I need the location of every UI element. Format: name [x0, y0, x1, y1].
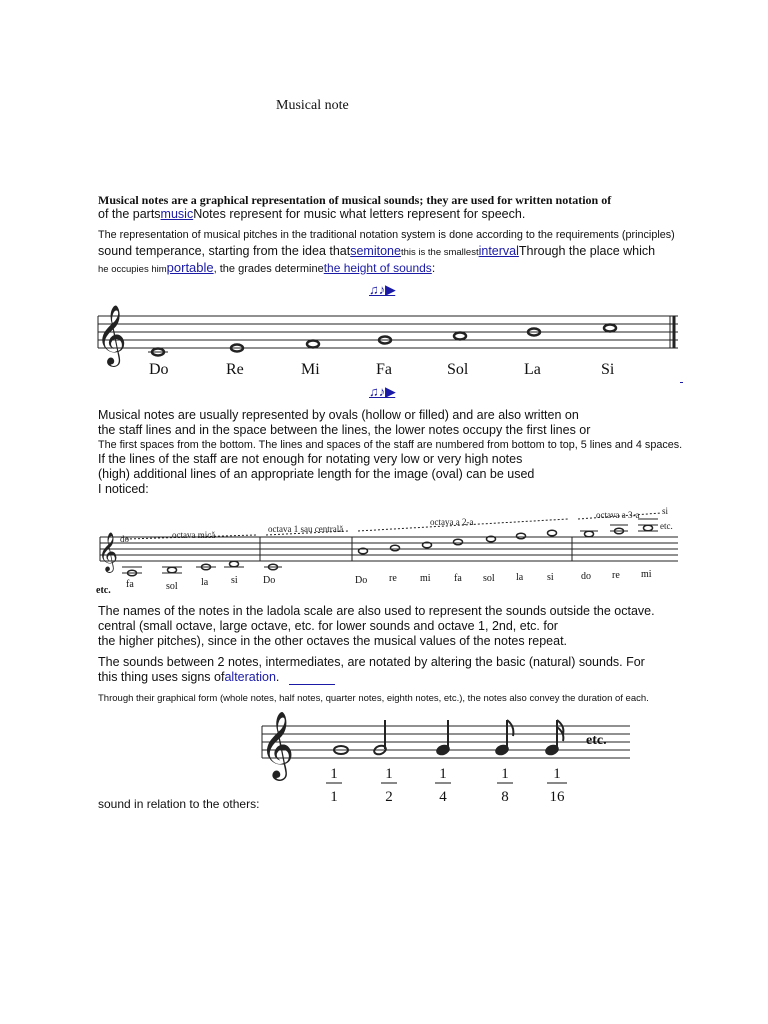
alteration-link[interactable]: alteration [224, 670, 276, 684]
note-mi [307, 341, 319, 348]
frac4-num: 1 [501, 766, 509, 782]
final-line: sound in relation to the others: [98, 797, 260, 811]
treble-clef-icon-2: 𝄞 [98, 534, 119, 571]
staff2-la2: la [516, 572, 524, 583]
staff2-re3: re [612, 570, 620, 581]
staff2-fa2: fa [454, 573, 462, 584]
staff2-do3: do [581, 571, 591, 582]
para2-line3 [98, 259, 435, 277]
staff2-si: si [231, 575, 238, 586]
para5-line2-pre: this thing uses signs of [98, 670, 225, 684]
para1-bold: Musical notes are a graphical representation of musical sounds; they are used for written notation of [98, 193, 612, 207]
octave-label-2: octava a 2-a [430, 517, 474, 527]
staff2-si2: si [547, 572, 554, 583]
staff2-mi3: mi [641, 569, 652, 580]
para3-line5: (high) additional lines of an appropriate length for the image (oval) can be used [98, 467, 535, 481]
page-title: Musical note [276, 98, 349, 113]
semitone-link[interactable]: semitone [350, 244, 401, 258]
note-label-do: Do [149, 361, 169, 378]
octave-label-do: do [120, 534, 129, 544]
staff2-la: la [201, 577, 209, 588]
octave-label-1: octava 1 sau centrală [268, 524, 344, 534]
frac1-den: 1 [330, 789, 338, 805]
octave-label-si: si [662, 506, 669, 516]
para3-line2: the staff lines and in the space between the lines, the lower notes occupy the first lines or [98, 423, 591, 437]
para6-line1: Through their graphical form (whole notes, half notes, quarter notes, eighth notes, etc.), the notes also convey the duration of each. [98, 693, 649, 704]
staff2-sol2: sol [483, 573, 495, 584]
note-si [604, 325, 616, 332]
para3-line3: The first spaces from the bottom. The lines and spaces of the staff are numbered from bottom to top, 5 lines and 4 spaces. [98, 439, 683, 451]
durations-staff-image [258, 706, 638, 806]
octave-label-small: octava mică [172, 530, 216, 540]
note-sol [454, 333, 466, 340]
staff2-mi: mi [420, 573, 431, 584]
para4-line2: central (small octave, large octave, etc. for lower sounds and octave 1, 2nd, etc. for [98, 619, 558, 633]
para5-line1: The sounds between 2 notes, intermediates, are notated by altering the basic (natural) sounds. For [98, 655, 645, 669]
para2-line1: The representation of musical pitches in the traditional notation system is done according to the requirements (principles) [98, 229, 675, 241]
staff2-re: re [389, 573, 397, 584]
frac5-num: 1 [553, 766, 561, 782]
para2-line2 [98, 244, 655, 258]
interval-link[interactable]: interval [478, 244, 519, 258]
treble-clef-icon: 𝄞 [96, 307, 127, 364]
staff2-sol: sol [166, 581, 178, 592]
para2-line3-post: : [431, 261, 436, 275]
note-label-si: Si [601, 361, 615, 378]
play-audio-icon-2[interactable]: ♫♪▶ [369, 384, 396, 399]
para5-line2 [98, 670, 335, 685]
staff2-do1: Do [263, 575, 276, 586]
octave-label-etc: etc. [660, 521, 673, 531]
frac1-num: 1 [330, 766, 338, 782]
para4-line1: The names of the notes in the ladola scale are also used to represent the sounds outside the octave. [98, 604, 655, 618]
para2-line2-post: Through the place which [518, 244, 656, 258]
para3-line4: If the lines of the staff are not enough for notating very low or very high notes [98, 452, 523, 466]
note-label-sol: Sol [447, 361, 469, 378]
stray-link-underscore[interactable] [680, 376, 683, 383]
frac2-den: 2 [385, 789, 393, 805]
portable-link[interactable]: portable [166, 260, 214, 275]
note-label-la: La [524, 361, 541, 378]
frac2-num: 1 [385, 766, 393, 782]
para3-line1: Musical notes are usually represented by ovals (hollow or filled) and are also written on [98, 408, 579, 422]
para1-line2-post: Notes represent for music what letters represent for speech. [193, 207, 526, 221]
para2-line3-pre: he occupies him [98, 264, 167, 275]
para3-line6: I noticed: [98, 482, 149, 496]
octaves-staff-image [96, 505, 686, 600]
note-label-fa: Fa [376, 361, 392, 378]
staff3-etc: etc. [586, 733, 607, 748]
staff2-fa: fa [126, 579, 134, 590]
staff-scale-image [96, 298, 686, 380]
frac3-num: 1 [439, 766, 447, 782]
height-of-sounds-link[interactable]: the height of sounds [323, 261, 432, 275]
note-label-re: Re [226, 361, 244, 378]
music-link[interactable]: music [160, 207, 194, 221]
note-label-mi: Mi [301, 361, 320, 378]
frac3-den: 4 [439, 789, 447, 805]
staff2-do2: Do [355, 575, 368, 586]
para2-line2-small: this is the smallest [400, 247, 479, 258]
frac4-den: 8 [501, 789, 509, 805]
play-audio-icon[interactable]: ♫♪▶ [369, 282, 396, 297]
octave-label-3: octava a 3-a [596, 510, 640, 520]
para2-line3-mid: , the grades determine [213, 263, 324, 275]
staff2-etc: etc. [96, 585, 111, 596]
para1-line2 [98, 207, 525, 221]
underline-link[interactable] [289, 670, 335, 685]
treble-clef-icon-3: 𝄞 [260, 712, 295, 777]
para4-line3: the higher pitches), since in the other octaves the musical values of the notes repeat. [98, 634, 568, 648]
para2-line2-pre: sound temperance, starting from the idea that [98, 244, 351, 258]
frac5-den: 16 [549, 789, 565, 805]
para5-line2-post: . [275, 670, 280, 684]
para1-line2-pre: of the parts [98, 207, 161, 221]
